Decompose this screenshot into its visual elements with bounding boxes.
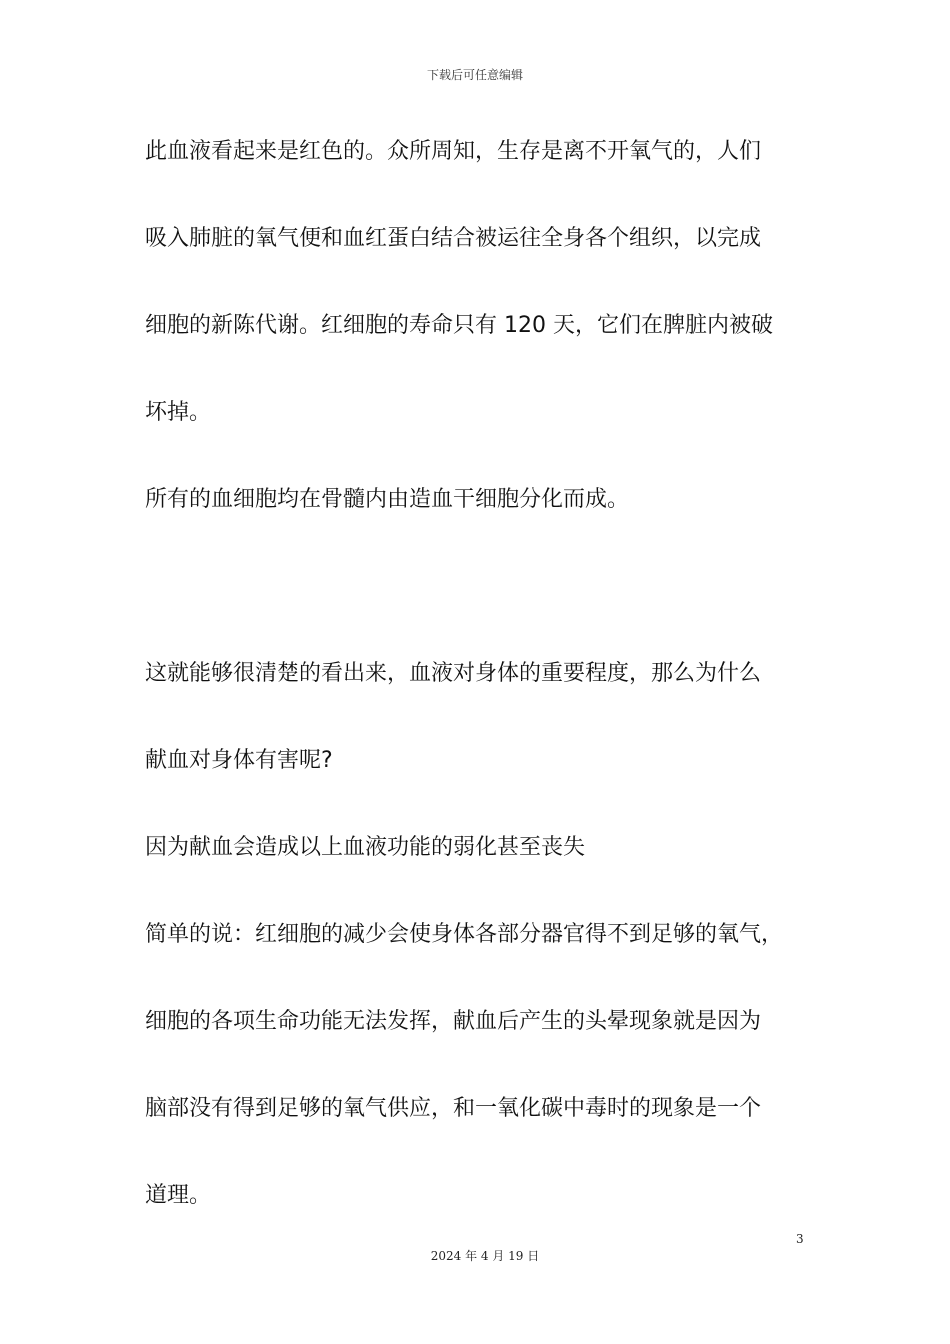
page-number: 3 [796, 1232, 804, 1246]
paragraph-line: 所有的血细胞均在骨髓内由造血干细胞分化而成。 [145, 487, 630, 512]
paragraph-line: 简单的说：红细胞的减少会使身体各部分器官得不到足够的氧气， [145, 922, 784, 947]
paragraph-line: 这就能够很清楚的看出来，血液对身体的重要程度，那么为什么 [145, 661, 762, 686]
paragraph-line: 因为献血会造成以上血液功能的弱化甚至丧失 [145, 835, 586, 860]
paragraph-line: 道理。 [145, 1183, 212, 1208]
paragraph-line: 吸入肺脏的氧气便和血红蛋白结合被运往全身各个组织，以完成 [145, 226, 762, 251]
paragraph-line: 细胞的各项生命功能无法发挥，献血后产生的头晕现象就是因为 [145, 1009, 762, 1034]
footer-date: 2024 年 4 月 19 日 [430, 1249, 540, 1263]
paragraph-line: 献血对身体有害呢? [145, 748, 333, 773]
paragraph-line: 此血液看起来是红色的。众所周知，生存是离不开氧气的，人们 [145, 139, 762, 164]
page-header-note: 下载后可任意编辑 [426, 68, 523, 82]
paragraph-line: 脑部没有得到足够的氧气供应，和一氧化碳中毒时的现象是一个 [145, 1096, 762, 1121]
paragraph-line: 细胞的新陈代谢。红细胞的寿命只有 120 天，它们在脾脏内被破 [145, 313, 773, 338]
paragraph-line: 坏掉。 [145, 400, 212, 425]
